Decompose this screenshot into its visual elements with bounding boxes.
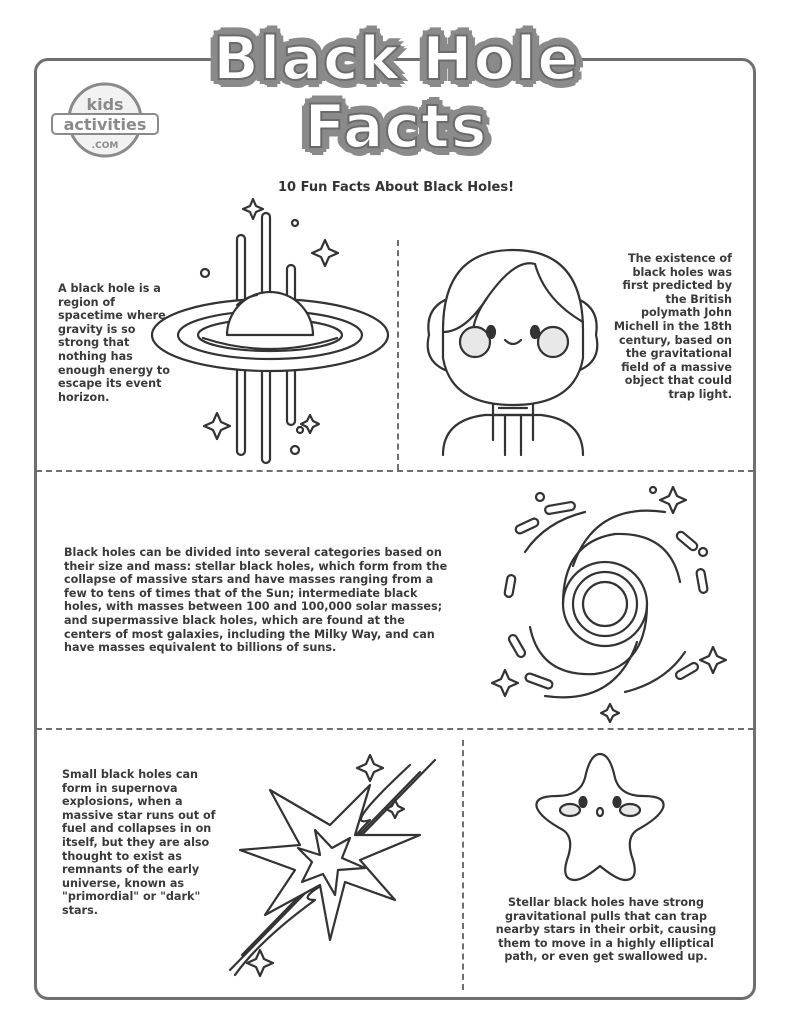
kids-activities-logo (50, 78, 160, 163)
scientist-portrait-icon (415, 240, 610, 460)
divider-vertical-top (397, 240, 399, 470)
divider-horizontal-2 (36, 728, 754, 730)
fact-text-4: Small black holes can form in supernova explosions, when a massive star runs out of fuel and collapses in on itself, but they are also thought to exist as remnants of the early universe, known as "primordial" or "dark" stars. (62, 768, 216, 917)
supernova-explosion-icon (220, 750, 445, 985)
page-title-line2: Facts (304, 92, 488, 162)
fact-text-5: Stellar black holes have strong gravitational pulls that can trap nearby stars in their orbit, causing them to move in a highly elliptical path, or even get swallowed up. (495, 896, 717, 964)
logo-text-kids: kids (86, 95, 124, 114)
planet-with-rings-icon (145, 195, 395, 465)
cute-star-icon (525, 748, 675, 888)
fact-text-1: A black hole is a region of spacetime where gravity is so strong that nothing has enough energy to escape its event horizon. (58, 282, 170, 404)
page-title-line1: Black Hole (213, 24, 579, 94)
spiral-galaxy-icon (485, 482, 735, 722)
logo-text-com: .COM (91, 141, 119, 151)
divider-vertical-bottom (462, 740, 464, 990)
logo-text-activities: activities (63, 115, 147, 134)
fact-text-2: The existence of black holes was first predicted by the British polymath John Michell in the 18th century, based on the gravitational field of a massive object that could trap light. (613, 252, 732, 401)
divider-horizontal-1 (36, 470, 754, 472)
subtitle: 10 Fun Facts About Black Holes! (277, 180, 515, 195)
fact-text-3: Black holes can be divided into several categories based on their size and mass: stellar black holes, which form from the collapse of massive stars and have masses ranging from a few to tens of times that of the Sun; intermediate black holes, with masses between 100 and 100,000 solar masses; and supermassive black holes, which are found at the centers of most galaxies, including the Milky Way, and can have masses equivalent to billions of suns. (64, 546, 448, 655)
